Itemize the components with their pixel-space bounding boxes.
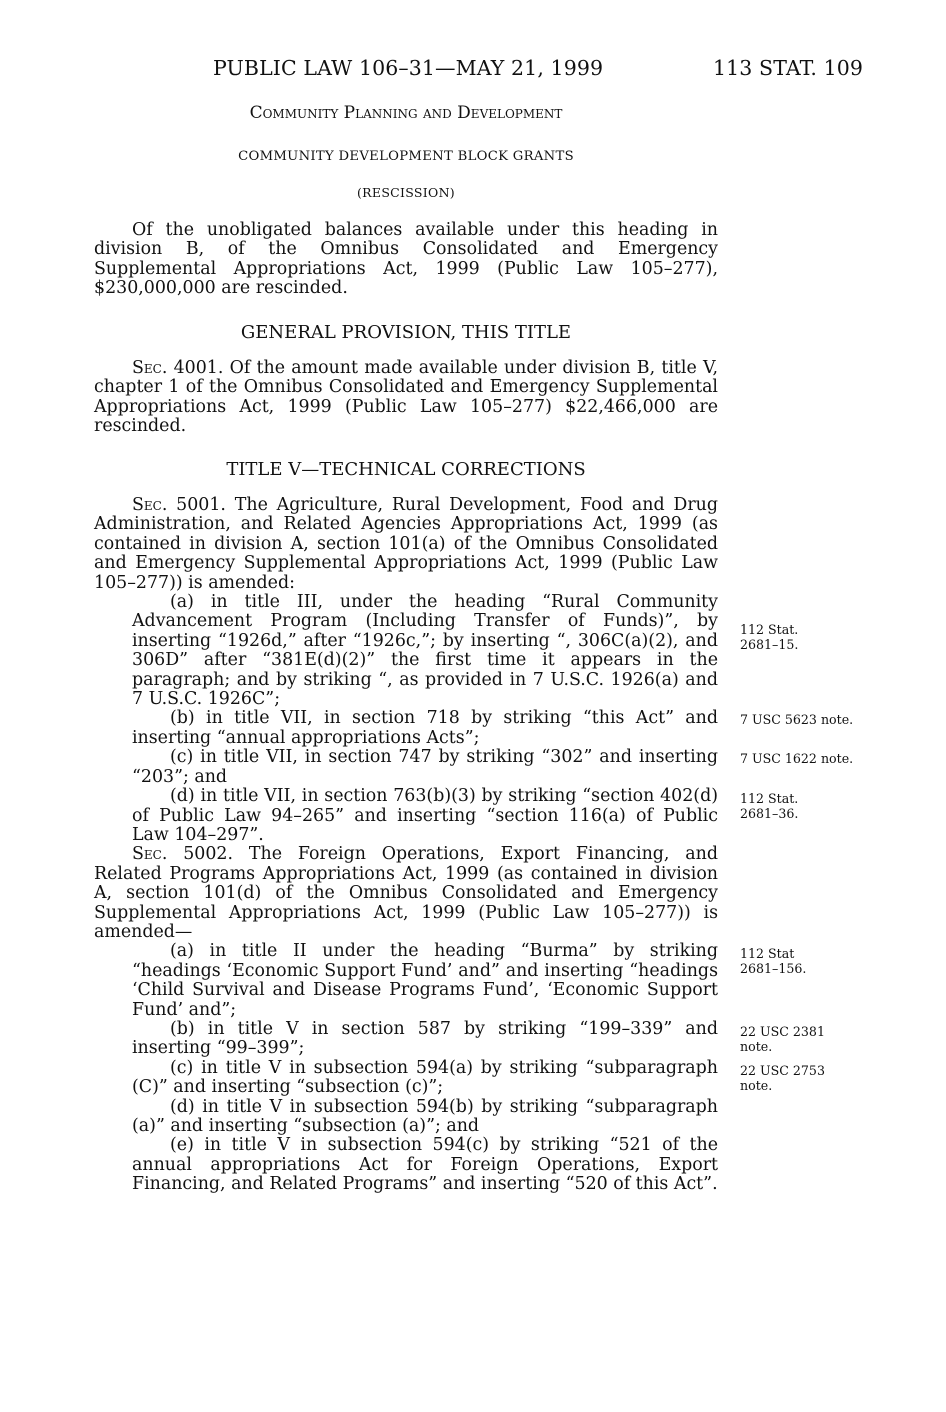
heading-title-v: TITLE V—TECHNICAL CORRECTIONS xyxy=(226,459,586,480)
heading-cdbg: COMMUNITY DEVELOPMENT BLOCK GRANTS xyxy=(238,149,574,164)
margin-note: 22 USC 2753 note. xyxy=(740,1063,825,1093)
amendment-5002-d: (d) in title V in subsection 594(b) by striking “subparagraph (a)” and inserting “subsection (a)”; and xyxy=(132,1096,718,1136)
heading-community-planning: Community Planning and Development xyxy=(249,103,563,123)
section-text: The Foreign Operations, Export Financing, and Related Programs Appropriations Act, 1999 (as contained in division A, section 101(d) of the Omnibus Consolidated and Emergency Supplemental Appropriations Act, 1999 (Public Law 105–277)) is amended— xyxy=(94,844,719,942)
amendment-5001-c: (c) in title VII, in section 747 by striking “302” and inserting “203”; and xyxy=(132,747,718,787)
amendment-5001-d: (d) in title VII, in section 763(b)(3) by striking “section 402(d) of Public Law 94–265” and inserting “section 116(a) of Public Law 104–297”. xyxy=(132,786,718,845)
section-label: Sec. 5002. xyxy=(132,844,234,865)
amendment-5001-b: (b) in title VII, in section 718 by striking “this Act” and inserting “annual appropriations Acts”; xyxy=(132,708,718,748)
amendment-5002-a: (a) in title II under the heading “Burma” by striking “headings ‘Economic Support Fund’ and” and inserting “headings ‘Child Survival and Disease Programs Fund’, ‘Economic Support Fund’ and”; xyxy=(132,941,718,1020)
section-text: Of the amount made available under division B, title V, chapter 1 of the Omnibus Consolidated and Emergency Supplemental Appropriations Act, 1999 (Public Law 105–277) $22,466,000 are rescinded. xyxy=(94,358,719,437)
running-header-title: PUBLIC LAW 106–31—MAY 21, 1999 xyxy=(213,56,604,80)
margin-note: 22 USC 2381 note. xyxy=(740,1024,825,1054)
margin-note: 7 USC 1622 note. xyxy=(740,751,854,766)
rescission-paragraph: Of the unobligated balances available under this heading in division B, of the Omnibus Consolidated and Emergency Supplemental Appropriations Act, 1999 (Public Law 105–277), $230,000,000 are rescinded. xyxy=(94,220,718,299)
section-5001-block xyxy=(94,496,718,1195)
page-stat-number: 113 STAT. 109 xyxy=(713,56,864,80)
margin-note: 112 Stat 2681–156. xyxy=(740,946,807,976)
heading-rescission: (RESCISSION) xyxy=(357,185,455,200)
amendment-5002-c: (c) in title V in subsection 594(a) by striking “subparagraph (C)” and inserting “subsection (c)”; xyxy=(132,1057,718,1098)
margin-note: 7 USC 5623 note. xyxy=(740,712,854,727)
section-4001 xyxy=(94,359,718,437)
amendment-5002-e: (e) in title V in subsection 594(c) by striking “521 of the annual appropriations Act for Foreign Operations, Export Financing, and Related Programs” and inserting “520 of this Act”. xyxy=(132,1135,718,1195)
amendment-5002-b: (b) in title V in section 587 by striking “199–339” and inserting “99–399”; xyxy=(132,1018,718,1059)
heading-general-provision: GENERAL PROVISION, THIS TITLE xyxy=(240,322,572,343)
margin-note: 112 Stat. 2681–15. xyxy=(740,622,799,652)
section-label: Sec. 5001. xyxy=(132,495,226,515)
margin-note: 112 Stat. 2681–36. xyxy=(740,791,799,821)
section-text: The Agriculture, Rural Development, Food and Drug Administration, and Related Agencies Appropriations Act, 1999 (as contained in division A, section 101(a) of the Omnibus Consolidated and Emergency Supplemental Appropriations Act, 1999 (Public Law 105–277)) is amended: xyxy=(94,495,719,593)
amendment-5001-a: (a) in title III, under the heading “Rural Community Advancement Program (Including Transfer of Funds)”, by inserting “1926d,” after “1926c,”; by inserting “, 306C(a)(2), and 306D” after “381E(d)(2)” the first time it appears in the paragraph; and by striking “, as provided in 7 U.S.C. 1926(a) and 7 U.S.C. 1926C”; xyxy=(132,592,718,710)
section-label: Sec. 4001. xyxy=(132,358,224,378)
